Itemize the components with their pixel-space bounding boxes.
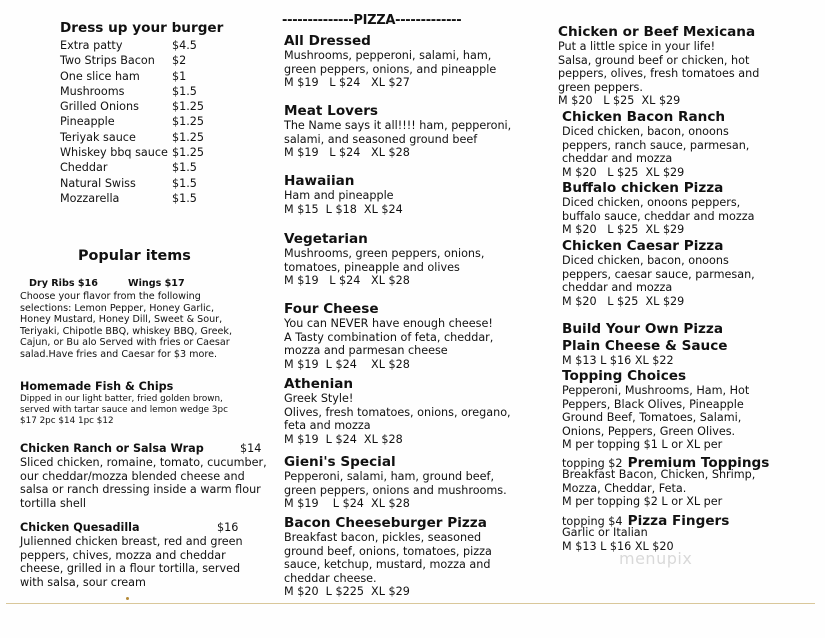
burger-option xyxy=(60,177,204,192)
pizza-name: Athenian xyxy=(284,376,354,392)
specialty-pizza-item xyxy=(562,238,755,308)
specialty-pizza-item xyxy=(558,24,759,108)
burger-option-name: One slice ham xyxy=(60,69,140,83)
popular-heading: Popular items xyxy=(78,248,191,264)
wings-title: Wings $17 xyxy=(128,278,185,289)
pizza-description-line: tomatoes, pineapple and olives xyxy=(284,260,460,274)
ink-dot xyxy=(126,597,129,600)
fish-chips-description: Dipped in our light batter, fried golden brown, served with tartar sauce and lemon wedge 3pc $17 2pc $14 1pc $12 xyxy=(20,394,228,426)
pizza-prices: M $19 L $24 XL $27 xyxy=(284,76,410,90)
pizza-item xyxy=(284,173,403,216)
pizza-name: Bacon Cheeseburger Pizza xyxy=(284,515,487,531)
specialty-pizza-item xyxy=(562,109,749,179)
watermark: menupix xyxy=(619,549,693,568)
premium-toppings-title: Premium Toppings xyxy=(627,455,770,471)
pizza-description-line: salami, and seasoned ground beef xyxy=(284,132,478,146)
burger-option xyxy=(60,192,204,207)
burger-option-name: Extra patty xyxy=(60,39,123,52)
pizza-item xyxy=(284,376,511,446)
pizza-description-line: mozza and parmesan cheese xyxy=(284,344,448,358)
wrap-title: Chicken Ranch or Salsa Wrap xyxy=(20,442,204,455)
specialty-description-line: Diced chicken, bacon, onoons xyxy=(562,125,729,138)
burger-option xyxy=(60,70,204,85)
burger-option-name: Cheddar xyxy=(60,161,108,175)
plain-cheese-prices: M $13 L $16 XL $22 xyxy=(562,354,674,367)
burger-option xyxy=(60,85,204,100)
specialty-prices: M $20 L $25 XL $29 xyxy=(558,94,681,108)
burger-option-name: Mozzarella xyxy=(60,191,120,205)
pizza-prices: M $19 L $24 XL $28 xyxy=(284,497,410,511)
pizza-item xyxy=(284,301,493,371)
pizza-prices: M $19 L $24 XL $28 xyxy=(284,274,410,288)
specialty-pizza-name: Chicken Caesar Pizza xyxy=(562,238,724,254)
burger-option-name: Whiskey bbq sauce xyxy=(60,146,168,160)
burger-option xyxy=(60,131,204,146)
burger-option xyxy=(60,146,204,161)
burger-option-price: $2 xyxy=(172,54,187,68)
pizza-description-line: feta and mozza xyxy=(284,419,371,433)
bottom-border xyxy=(6,603,815,604)
pizza-fingers-description: Garlic or Italian xyxy=(562,526,648,539)
plain-cheese-title: Plain Cheese & Sauce xyxy=(562,338,728,354)
pizza-heading: --------------PIZZA------------- xyxy=(282,13,462,28)
premium-toppings-description: Breakfast Bacon, Chicken, Shrimp, Mozza, Cheddar, Feta. M per topping $2 L or XL per xyxy=(562,468,756,509)
pizza-description-line: ground beef, onions, tomatoes, pizza xyxy=(284,544,492,558)
burger-option-price: $1.25 xyxy=(172,146,205,160)
burger-option xyxy=(60,39,204,54)
specialty-prices: M $20 L $25 XL $29 xyxy=(562,223,685,237)
pizza-description-line: cheddar cheese. xyxy=(284,571,377,585)
burger-option-price: $1.5 xyxy=(172,161,197,175)
burger-option-name: Grilled Onions xyxy=(60,100,139,114)
dry-ribs-title: Dry Ribs $16 xyxy=(29,278,98,289)
pizza-item xyxy=(284,33,496,90)
specialty-description-line: cheddar and mozza xyxy=(562,281,673,295)
specialty-pizza-name: Chicken Bacon Ranch xyxy=(562,109,726,125)
pizza-item xyxy=(284,103,511,160)
pizza-name: Vegetarian xyxy=(284,231,368,247)
quesadilla-title: Chicken Quesadilla xyxy=(20,521,140,534)
topping-choices-description: Pepperoni, Mushrooms, Ham, Hot Peppers, Black Olives, Pineapple Ground Beef, Tomatoes, Salami, Onions, Peppers, Green Olives. M per topping $1 L or XL per xyxy=(562,384,750,452)
burger-option-price: $1.5 xyxy=(172,84,197,98)
specialty-description-line: Diced chicken, onoons peppers, xyxy=(562,196,741,209)
specialty-pizza-item xyxy=(562,180,754,237)
specialty-description-line: green peppers. xyxy=(558,80,643,94)
pizza-prices: M $15 L $18 XL $24 xyxy=(284,202,403,216)
pizza-description-line: green peppers, onions, and pineapple xyxy=(284,62,497,76)
pizza-description-line: Pepperoni, salami, ham, ground beef, xyxy=(284,470,495,483)
specialty-description-line: buffalo sauce, cheddar and mozza xyxy=(562,209,755,223)
fingers-line: topping $4 Pizza Fingers xyxy=(562,513,730,529)
pizza-prices: M $19 L $24 XL $28 xyxy=(284,357,410,371)
pizza-description-line: A Tasty combination of feta, cheddar, xyxy=(284,330,494,344)
wrap-price: $14 xyxy=(240,442,262,455)
burger-option xyxy=(60,54,204,69)
pizza-description-line: You can NEVER have enough cheese! xyxy=(284,317,493,330)
burger-options-list xyxy=(60,39,204,207)
burger-option-price: $1 xyxy=(172,69,187,83)
specialty-prices: M $20 L $25 XL $29 xyxy=(562,165,685,179)
burger-option-price: $4.5 xyxy=(172,39,197,52)
burger-option-name: Natural Swiss xyxy=(60,176,136,190)
specialty-description-line: peppers, olives, fresh tomatoes and xyxy=(558,67,760,81)
pizza-item xyxy=(284,231,484,288)
topping-choices-title: Topping Choices xyxy=(562,368,687,384)
specialty-description-line: Salsa, ground beef or chicken, hot xyxy=(558,53,750,67)
pizza-item xyxy=(284,454,507,511)
pizza-description-line: Breakfast bacon, pickles, seasoned xyxy=(284,531,482,544)
pizza-description-line: Ham and pineapple xyxy=(284,189,394,202)
burger-option-price: $1.5 xyxy=(172,191,197,205)
burger-option xyxy=(60,115,204,130)
pizza-description-line: Greek Style! xyxy=(284,392,354,405)
pizza-description-line: The Name says it all!!!! ham, pepperoni, xyxy=(284,119,512,132)
pizza-description-line: Mushrooms, green peppers, onions, xyxy=(284,247,485,260)
burger-option-name: Two Strips Bacon xyxy=(60,54,155,68)
specialty-description-line: Put a little spice in your life! xyxy=(558,40,716,53)
specialty-pizza-name: Chicken or Beef Mexicana xyxy=(558,24,756,40)
burger-option-price: $1.25 xyxy=(172,130,205,144)
ribs-wings-description: Choose your flavor from the following selections: Lemon Pepper, Honey Garlic, Honey Mustard, Honey Dill, Sweet & Sour, Teriyaki, Chipotle BBQ, whiskey BBQ, Greek, Cajun, or Bu alo Served with fries or Caesar salad.Have fries and Caesar for $3 more. xyxy=(20,291,233,360)
pizza-name: Meat Lovers xyxy=(284,103,379,119)
burger-option xyxy=(60,161,204,176)
pizza-prices: M $19 L $24 XL $28 xyxy=(284,432,403,446)
specialty-description-line: peppers, ranch sauce, parmesan, xyxy=(562,138,750,152)
byo-title: Build Your Own Pizza xyxy=(562,321,724,337)
pizza-prices: M $19 L $24 XL $28 xyxy=(284,146,410,160)
pizza-fingers-title: Pizza Fingers xyxy=(627,513,730,529)
quesadilla-description: Julienned chicken breast, red and green peppers, chives, mozza and cheddar cheese, grilled in a flour tortilla, served with salsa, sour cream xyxy=(20,535,243,589)
burger-option-price: $1.5 xyxy=(172,176,197,190)
pizza-name: Hawaiian xyxy=(284,173,355,189)
premium-line: topping $2 Premium Toppings xyxy=(562,455,770,471)
burger-option-name: Pineapple xyxy=(60,115,115,129)
pizza-name: Gieni's Special xyxy=(284,454,396,470)
pizza-description-line: Olives, fresh tomatoes, onions, oregano, xyxy=(284,405,511,419)
fish-chips-title: Homemade Fish & Chips xyxy=(20,380,174,393)
specialty-prices: M $20 L $25 XL $29 xyxy=(562,294,685,308)
burger-option-price: $1.25 xyxy=(172,115,205,129)
burger-option-name: Mushrooms xyxy=(60,84,125,98)
pizza-name: Four Cheese xyxy=(284,301,379,317)
burger-heading: Dress up your burger xyxy=(60,20,224,36)
specialty-description-line: peppers, caesar sauce, parmesan, xyxy=(562,267,755,281)
pizza-name: All Dressed xyxy=(284,33,371,49)
burger-option-name: Teriyak sauce xyxy=(60,130,136,144)
quesadilla-price: $16 xyxy=(217,521,239,534)
pizza-fingers-prices: M $13 L $16 XL $20 xyxy=(562,540,674,553)
pizza-description-line: green peppers, onions and mushrooms. xyxy=(284,483,507,497)
specialty-description-line: cheddar and mozza xyxy=(562,152,673,166)
burger-option-price: $1.25 xyxy=(172,100,205,114)
specialty-pizza-name: Buffalo chicken Pizza xyxy=(562,180,724,196)
wrap-description: Sliced chicken, romaine, tomato, cucumber, our cheddar/mozza blended cheese and salsa or ranch dressing inside a warm flour tortilla shell xyxy=(20,456,267,510)
burger-option xyxy=(60,100,204,115)
pizza-description-line: sauce, ketchup, mustard, mozza and xyxy=(284,558,491,572)
pizza-item xyxy=(284,515,492,599)
pizza-description-line: Mushrooms, pepperoni, salami, ham, xyxy=(284,49,492,62)
pizza-prices: M $20 L $225 XL $29 xyxy=(284,585,410,599)
specialty-description-line: Diced chicken, bacon, onoons xyxy=(562,254,729,267)
